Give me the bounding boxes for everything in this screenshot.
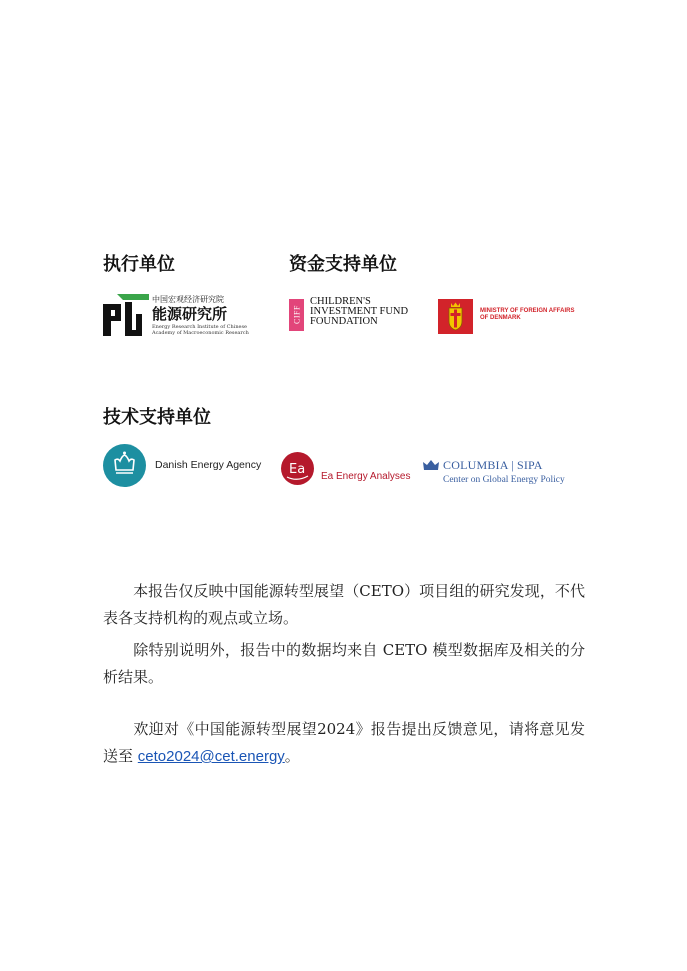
ciff-badge-text: CIFF [292,305,302,324]
ciff-line1: CHILDREN'S [310,296,371,307]
eri-cn-small: 中国宏观经济研究院 [152,295,224,304]
columbia-line1: COLUMBIA | SIPA [443,458,543,472]
ciff-line2: INVESTMENT FUND [310,306,409,317]
svg-text:Ea: Ea [289,462,306,477]
data-source-paragraph [103,637,585,691]
mfa-line2: OF DENMARK [480,315,521,321]
ciff-line3: FOUNDATION [310,316,378,327]
feedback-email-link[interactable]: ceto2024@cet.energy [137,748,285,765]
disclaimer-text: 本报告仅反映中国能源转型展望（CETO）项目组的研究发现，不代表各支持机构的观点或立场。 [103,582,585,627]
disclaimer-paragraph [103,578,585,632]
denmark-crest-icon [438,299,473,334]
eri-en-line2: Academy of Macroeconomic Research [152,330,249,336]
crown-icon [103,444,146,487]
columbia-line2: Center on Global Energy Policy [443,475,565,485]
ea-energy-analyses-logo [281,452,411,486]
data-source-text: 除特别说明外，报告中的数据均来自 CETO 模型数据库及相关的分析结果。 [103,641,585,686]
feedback-paragraph [103,716,585,770]
feedback-text: 欢迎对《中国能源转型展望2024》报告提出反馈意见，请将意见发送至 [103,720,585,765]
mfa-denmark-logo [438,299,583,335]
mfa-line1: MINISTRY OF FOREIGN AFFAIRS [480,308,575,314]
danish-energy-agency-logo [103,444,263,488]
ea-icon [281,452,314,485]
funding-units-title: 资金支持单位 [289,254,397,275]
eri-en-line1: Energy Research Institute of Chinese [152,324,248,330]
ciff-logo [289,297,424,333]
ea-label: Ea Energy Analyses [321,471,411,482]
columbia-crown-icon [422,458,440,472]
columbia-sipa-logo [421,454,571,488]
eri-cn-big: 能源研究所 [152,305,228,323]
ciff-badge-icon [289,299,304,331]
dea-label: Danish Energy Agency [155,459,262,471]
technical-units-title: 技术支持单位 [103,407,211,428]
feedback-suffix: 。 [284,747,300,765]
eri-logo-icon [103,294,149,338]
executing-units-title: 执行单位 [103,254,175,275]
eri-logo [103,293,249,339]
